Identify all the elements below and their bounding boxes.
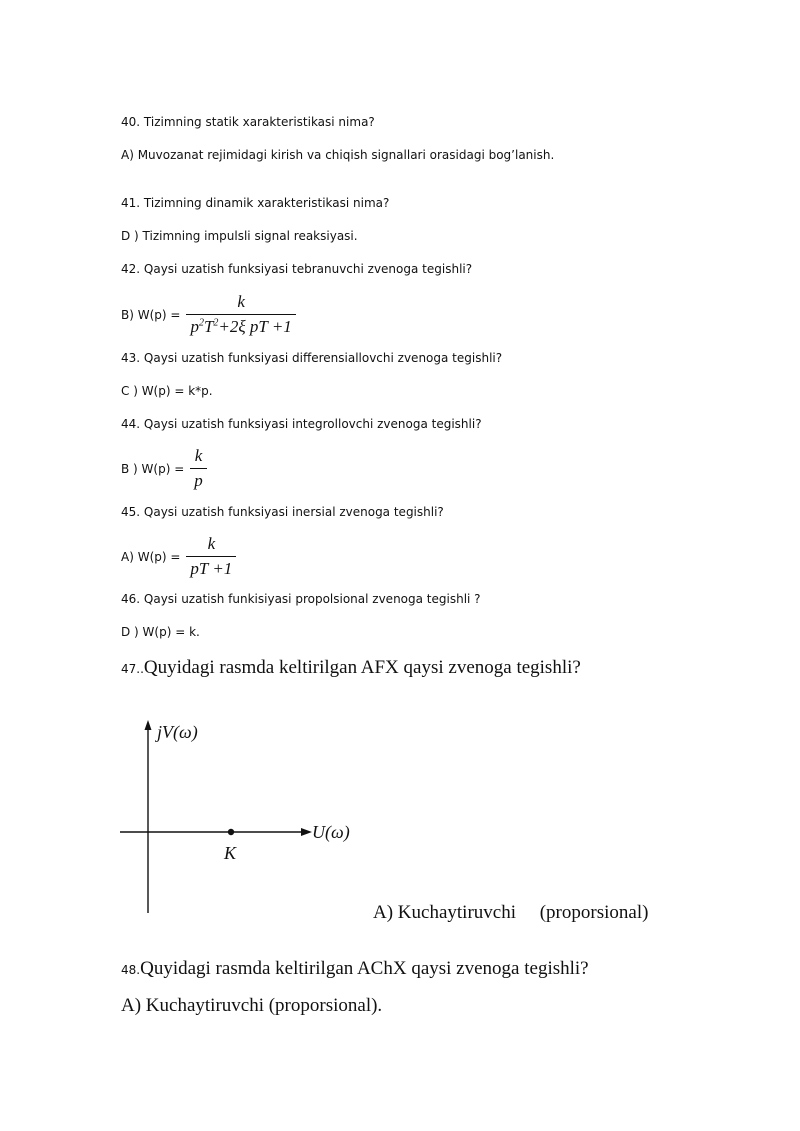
answer-42-prefix: B) W(p) = xyxy=(121,307,181,322)
x-axis-arrow xyxy=(301,828,312,836)
formula-numerator: k xyxy=(194,446,203,465)
afx-graph xyxy=(110,712,370,922)
question-44: 44. Qaysi uzatish funksiyasi integrollovchi zvenoga tegishli? xyxy=(121,417,482,431)
point-k xyxy=(228,829,234,835)
question-41: 41. Tizimning dinamik xarakteristikasi nima? xyxy=(121,196,390,210)
question-43: 43. Qaysi uzatish funksiyasi differensiallovchi zvenoga tegishli? xyxy=(121,351,503,365)
formula-numerator: k xyxy=(237,292,245,311)
answer-47: A) Kuchaytiruvchi (proporsional) xyxy=(373,902,649,923)
question-48: 48.Quyidagi rasmda keltirilgan AChX qaysi zvenoga tegishli? xyxy=(121,958,589,979)
question-45: 45. Qaysi uzatish funksiyasi inersial zvenoga tegishli? xyxy=(121,505,444,519)
formula-denominator: p xyxy=(190,468,207,491)
question-47: 47..Quyidagi rasmda keltirilgan AFX qaysi zvenoga tegishli? xyxy=(121,657,581,678)
answer-43: C ) W(p) = k*p. xyxy=(121,384,213,398)
formula-integrating xyxy=(190,446,207,491)
answer-44-prefix: B ) W(p) = xyxy=(121,461,185,476)
formula-oscillating xyxy=(186,292,295,337)
formula-denominator: $p^2T^2+2\xi$ pT +1 xyxy=(186,314,295,337)
answer-44 xyxy=(121,446,207,491)
question-42: 42. Qaysi uzatish funksiyasi tebranuvchi zvenoga tegishli? xyxy=(121,262,473,276)
answer-48: A) Kuchaytiruvchi (proporsional). xyxy=(121,995,383,1016)
answer-45 xyxy=(121,534,236,579)
y-axis-label: jV(ω) xyxy=(157,722,198,742)
formula-numerator: k xyxy=(207,534,216,553)
point-k-label: K xyxy=(224,843,237,863)
answer-45-prefix: A) W(p) = xyxy=(121,549,181,564)
answer-46: D ) W(p) = k. xyxy=(121,625,200,639)
y-axis-arrow xyxy=(145,720,152,730)
answer-41: D ) Tizimning impulsli signal reaksiyasi. xyxy=(121,229,358,243)
question-46: 46. Qaysi uzatish funkisiyasi propolsional zvenoga tegishli ? xyxy=(121,592,481,606)
answer-40: A) Muvozanat rejimidagi kirish va chiqish signallari orasidagi bog’lanish. xyxy=(121,148,555,162)
question-40: 40. Tizimning statik xarakteristikasi nima? xyxy=(121,115,375,129)
answer-42 xyxy=(121,292,296,337)
formula-denominator: pT +1 xyxy=(186,556,236,579)
x-axis-label: U(ω) xyxy=(312,822,350,842)
formula-inertial xyxy=(186,534,236,579)
